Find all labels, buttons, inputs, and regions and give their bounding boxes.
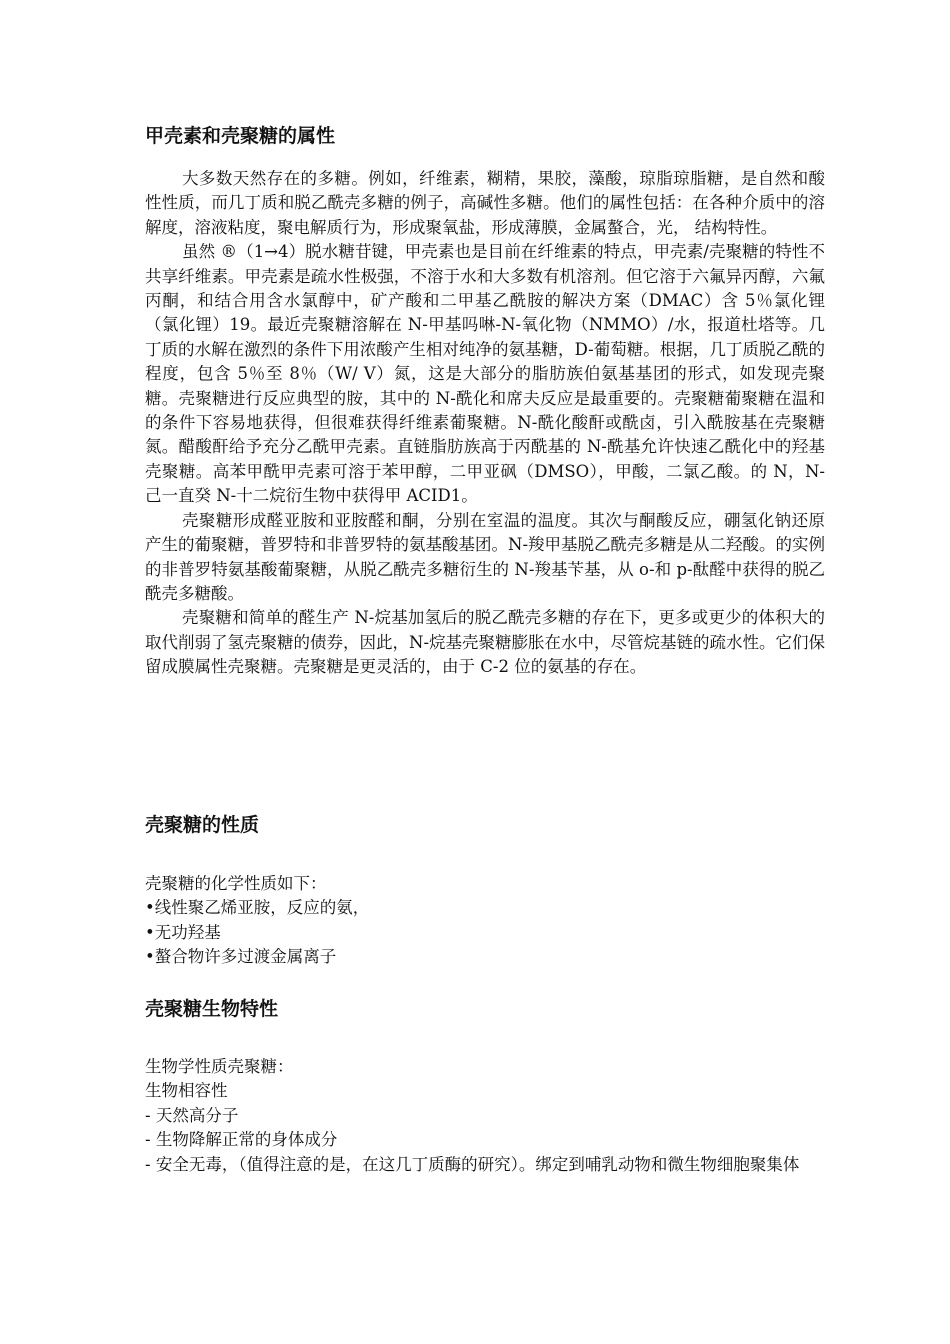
paragraph: 大多数天然存在的多糖。例如，纤维素，糊精，果胶，藻酸，琼脂琼脂糖，是自然和酸性性质，而几丁质和脱乙酰壳多糖的例子，高碱性多糖。他们的属性包括：在各种介质中的溶解度，溶液粘度，聚电解质行为，形成聚氧盐，形成薄膜，金属螯合，光， 结构特性。 <box>145 169 825 237</box>
section-body-properties <box>145 167 825 680</box>
bullet-item: •无功羟基 <box>145 922 221 942</box>
dash-item: - 天然高分子 <box>145 1105 239 1125</box>
bullet-item: •线性聚乙烯亚胺，反应的氨， <box>145 898 370 918</box>
paragraph: 壳聚糖和简单的醛生产 N-烷基加氢后的脱乙酰壳多糖的存在下，更多或更少的体积大的取代削弱了氢壳聚糖的债券，因此，N-烷基壳聚糖膨胀在水中，尽管烷基链的疏水性。它们保留成膜属性壳聚糖。壳聚糖是更灵活的，由于 C-2 位的氨基的存在。 <box>145 608 826 677</box>
text-line: 壳聚糖的化学性质如下： <box>145 874 327 893</box>
section-heading-properties: 甲壳素和壳聚糖的属性 <box>145 125 336 147</box>
paragraph: 壳聚糖形成醛亚胺和亚胺醛和酮，分别在室温的温度。其次与酮酸反应，硼氢化钠还原产生的葡聚糖，普罗特和非普罗特的氨基酸基团。N-羧甲基脱乙酰壳多糖是从二羟酸。的实例的非普罗特氨基酸葡聚糖，从脱乙酰壳多糖衍生的 N-羧基苄基，从 o-和 p-酞醛中获得的脱乙酰壳多糖酸。 <box>145 510 826 603</box>
text-line: 生物学性质壳聚糖： <box>145 1057 294 1076</box>
paragraph: 虽然 ®（1→4）脱水糖苷键，甲壳素也是目前在纤维素的特点，甲壳素/壳聚糖的特性不共享纤维素。甲壳素是疏水性极强，不溶于水和大多数有机溶剂。但它溶于六氟异丙醇，六氟丙酮，和结合用含水氯醇中，矿产酸和二甲基乙酰胺的解决方案（DMAC）含 5％氯化锂（氯化锂）19。最近壳聚糖溶解在 N-甲基吗啉-N-氧化物（NMMO）/水，报道杜塔等。几丁质的水解在激烈的条件下用浓酸产生相对纯净的氨基糖，D-葡萄糖。根据，几丁质脱乙酰的程度，包含 5％至 8％（W/ V）氮，这是大部分的脂肪族伯氨基基团的形式，如发现壳聚糖。壳聚糖进行反应典型的胺，其中的 N-酰化和席夫反应是最重要的。壳聚糖葡聚糖在温和的条件下容易地获得，但很难获得纤维素葡聚糖。N-酰化酸酐或酰卤，引入酰胺基在壳聚糖氮。醋酸酐给予充分乙酰甲壳素。直链脂肪族高于丙酰基的 N-酰基允许快速乙酰化中的羟基壳聚糖。高苯甲酰甲壳素可溶于苯甲醇，二甲亚砜（DMSO），甲酸，二氯乙酸。的 N，N-己一直癸 N-十二烷衍生物中获得甲 ACID1。 <box>145 242 825 506</box>
text-line: 生物相容性 <box>145 1081 228 1101</box>
section-body-chemical-properties <box>145 872 825 970</box>
section-body-biological-properties <box>145 1055 825 1177</box>
section-heading-biological-properties: 壳聚糖生物特性 <box>145 998 279 1020</box>
dash-item: - 安全无毒，（值得注意的是，在这几丁质酶的研究）。绑定到哺乳动物和微生物细胞聚集体 <box>145 1154 800 1174</box>
section-heading-chemical-properties: 壳聚糖的性质 <box>145 814 260 836</box>
dash-item: - 生物降解正常的身体成分 <box>145 1130 338 1150</box>
bullet-item: •螯合物许多过渡金属离子 <box>145 947 337 967</box>
